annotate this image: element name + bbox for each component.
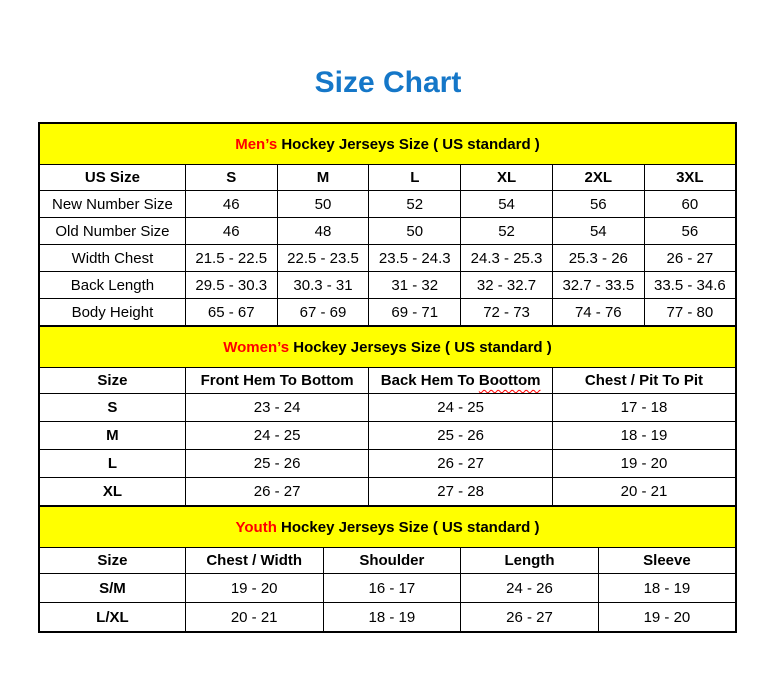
- cell-value: 27 - 28: [369, 478, 553, 507]
- table-row: [39, 422, 736, 450]
- cell-value: 18 - 19: [552, 422, 736, 450]
- section-caption-row: [39, 123, 736, 165]
- row-label: S/M: [39, 574, 185, 603]
- table-row: [39, 574, 736, 603]
- cell-value: 18 - 19: [323, 603, 461, 633]
- row-label: M: [39, 422, 185, 450]
- table-row: [39, 450, 736, 478]
- row-label: Width Chest: [39, 245, 185, 272]
- column-header-text: Back Hem To: [380, 372, 479, 389]
- cell-value: 25.3 - 26: [552, 245, 644, 272]
- column-header: Size: [39, 548, 185, 574]
- cell-value: 32 - 32.7: [461, 272, 553, 299]
- table-row: [39, 272, 736, 299]
- column-header: Front Hem To Bottom: [185, 368, 369, 394]
- cell-value: 20 - 21: [185, 603, 323, 633]
- cell-value: 18 - 19: [598, 574, 736, 603]
- row-label: Body Height: [39, 299, 185, 327]
- column-header: US Size: [39, 165, 185, 191]
- womens-size-table: [38, 325, 737, 507]
- column-header: 2XL: [552, 165, 644, 191]
- table-row: [39, 299, 736, 327]
- cell-value: 74 - 76: [552, 299, 644, 327]
- caption-text: Hockey Jerseys Size ( US standard ): [276, 518, 540, 536]
- column-header: XL: [461, 165, 553, 191]
- row-label: New Number Size: [39, 191, 185, 218]
- cell-value: 26 - 27: [644, 245, 736, 272]
- column-header: Size: [39, 368, 185, 394]
- cell-value: 22.5 - 23.5: [277, 245, 369, 272]
- page-title: Size Chart: [314, 66, 462, 99]
- cell-value: 29.5 - 30.3: [185, 272, 277, 299]
- cell-value: 77 - 80: [644, 299, 736, 327]
- cell-value: 33.5 - 34.6: [644, 272, 736, 299]
- cell-value: 52: [461, 218, 553, 245]
- column-header: Chest / Width: [185, 548, 323, 574]
- cell-value: 50: [369, 218, 461, 245]
- column-header: S: [185, 165, 277, 191]
- column-header-row: [39, 548, 736, 574]
- cell-value: 60: [644, 191, 736, 218]
- cell-value: 32.7 - 33.5: [552, 272, 644, 299]
- mens-section-caption: [39, 123, 736, 165]
- caption-highlight: Women’s: [223, 338, 290, 356]
- cell-value: 24 - 26: [461, 574, 599, 603]
- cell-value: 26 - 27: [369, 450, 553, 478]
- caption-highlight: Men’s: [235, 135, 278, 153]
- cell-value: 19 - 20: [185, 574, 323, 603]
- column-header: 3XL: [644, 165, 736, 191]
- section-caption-row: [39, 326, 736, 368]
- cell-value: 48: [277, 218, 369, 245]
- table-row: [39, 603, 736, 633]
- cell-value: 50: [277, 191, 369, 218]
- column-header-row: [39, 165, 736, 191]
- cell-value: 24.3 - 25.3: [461, 245, 553, 272]
- youth-section-caption: [39, 506, 736, 548]
- column-header: M: [277, 165, 369, 191]
- cell-value: 19 - 20: [552, 450, 736, 478]
- mens-size-table: [38, 122, 737, 327]
- spellcheck-underlined-word: Boottom: [478, 372, 541, 389]
- cell-value: 25 - 26: [185, 450, 369, 478]
- row-label: Old Number Size: [39, 218, 185, 245]
- cell-value: 21.5 - 22.5: [185, 245, 277, 272]
- section-caption-row: [39, 506, 736, 548]
- cell-value: 31 - 32: [369, 272, 461, 299]
- cell-value: 23.5 - 24.3: [369, 245, 461, 272]
- cell-value: 65 - 67: [185, 299, 277, 327]
- row-label: L: [39, 450, 185, 478]
- cell-value: 24 - 25: [369, 394, 553, 422]
- cell-value: 54: [461, 191, 553, 218]
- table-row: [39, 394, 736, 422]
- column-header: Chest / Pit To Pit: [552, 368, 736, 394]
- caption-highlight: Youth: [235, 518, 277, 536]
- cell-value: 30.3 - 31: [277, 272, 369, 299]
- cell-value: 52: [369, 191, 461, 218]
- column-header: Length: [461, 548, 599, 574]
- cell-value: 56: [552, 191, 644, 218]
- youth-size-table: [38, 505, 737, 633]
- cell-value: 56: [644, 218, 736, 245]
- column-header-row: [39, 368, 736, 394]
- cell-value: 19 - 20: [598, 603, 736, 633]
- caption-text: Hockey Jerseys Size ( US standard ): [289, 338, 552, 356]
- cell-value: 25 - 26: [369, 422, 553, 450]
- cell-value: 23 - 24: [185, 394, 369, 422]
- cell-value: 54: [552, 218, 644, 245]
- cell-value: 26 - 27: [185, 478, 369, 507]
- cell-value: 17 - 18: [552, 394, 736, 422]
- cell-value: 67 - 69: [277, 299, 369, 327]
- cell-value: 20 - 21: [552, 478, 736, 507]
- table-row: [39, 191, 736, 218]
- column-header: L: [369, 165, 461, 191]
- table-row: [39, 245, 736, 272]
- cell-value: 16 - 17: [323, 574, 461, 603]
- cell-value: 72 - 73: [461, 299, 553, 327]
- row-label: L/XL: [39, 603, 185, 633]
- row-label: XL: [39, 478, 185, 507]
- row-label: Back Length: [39, 272, 185, 299]
- column-header: Shoulder: [323, 548, 461, 574]
- womens-section-caption: [39, 326, 736, 368]
- column-header: [369, 368, 553, 394]
- cell-value: 46: [185, 218, 277, 245]
- cell-value: 69 - 71: [369, 299, 461, 327]
- caption-text: Hockey Jerseys Size ( US standard ): [277, 135, 540, 153]
- table-row: [39, 478, 736, 507]
- cell-value: 46: [185, 191, 277, 218]
- table-row: [39, 218, 736, 245]
- size-chart-tables: [38, 122, 737, 633]
- column-header: Sleeve: [598, 548, 736, 574]
- row-label: S: [39, 394, 185, 422]
- cell-value: 26 - 27: [461, 603, 599, 633]
- cell-value: 24 - 25: [185, 422, 369, 450]
